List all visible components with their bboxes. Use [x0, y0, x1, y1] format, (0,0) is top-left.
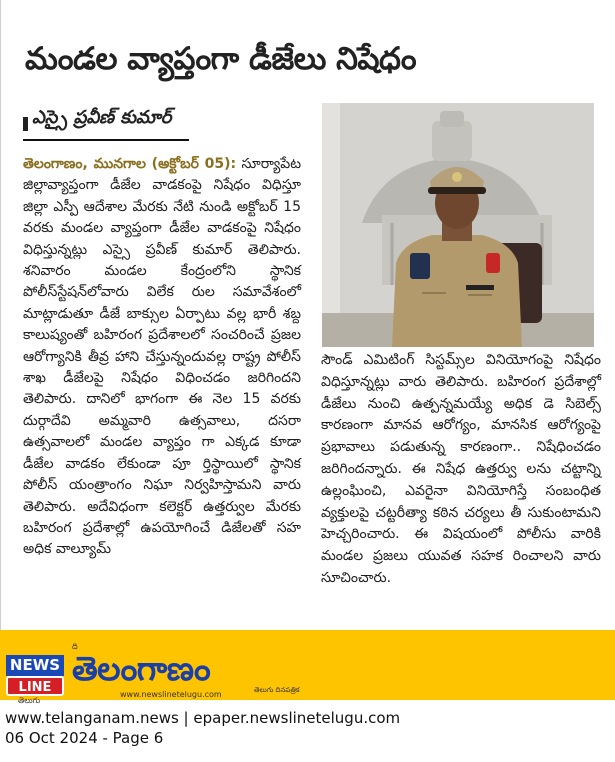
article-column-left	[23, 154, 301, 561]
footer-links: www.telanganam.news | epaper.newslinetelugu.com	[5, 709, 401, 727]
article-photo	[322, 103, 594, 347]
tagline-label: తెలుగు దినపత్రిక	[254, 686, 300, 694]
paper-name-logo: తెలంగాణం	[72, 649, 211, 688]
news-line-logo	[6, 655, 64, 696]
dateline: తెలంగాణం, మునగాల (అక్టోబర్ 05):	[23, 156, 237, 172]
news-label: NEWS	[6, 655, 64, 676]
article-body-left: సూర్యాపేట జిల్లావ్యాప్తంగా డీజేల వాడకంపై నిషేధం విధిస్తూ జిల్లా ఎస్పీ ఆదేశాల మేరకు నేటి నుండి అక్టోబర్ 15 వరకు మండల వ్యాప్తంగా డీజేల వాడకంపై నిషేధం విధిస్తున్నట్లు ఎస్సై ప్రవీణ్ కుమార్ తెలిపారు. శనివారం మండల కేంద్రంలోని స్థానిక పోలీస్‌స్టేషన్‌లోవారు విలేక రుల సమావేశంలో మాట్లాడుతూ డీజే బాక్సుల ఏర్పాటు వల్ల భారీ శబ్ద కాలుష్యంతో బహిరంగ ప్రదేశాలలో సంచరించే ప్రజల ఆరోగ్యానికి తీవ్ర హాని చేస్తున్నందువల్ల రాష్ట్ర పోలీస్ శాఖ డీజేలపై నిషేధం విధించడం జరిగిందని తెలిపారు. దానిలో భాగంగా ఈ నెల 15 వరకు దుర్గాదేవి అమ్మవారి ఉత్సవాలు, దసరా ఉత్సవాలలో మండల వ్యాప్తం గా ఎక్కడ కూడా డీజేల వాడకం లేకుండా పూ ర్తిస్థాయిలో స్థానిక పోలీస్ యంత్రాంగం నిఘా నిర్వహిస్తామని వారు తెలిపారు. అదేవిధంగా కలెక్టర్ ఉత్తర్వుల మేరకు బహిరంగ ప్రదేశాల్లో ఉపయోగించే డిజేలతో సహ అధిక వాల్యూమ్	[23, 156, 302, 558]
article-headline: మండల వ్యాప్తంగా డీజేలు నిషేధం	[25, 41, 417, 77]
article-column-right: సౌండ్ ఎమిటింగ్ సిస్టమ్స్‌ల వినియోగంపై నిషేధం విధిస్తూన్నట్లు వారు తెలిపారు. బహిరంగ ప్రదేశాల్లో డీజేలు నుంచి ఉత్పన్నమయ్యే అధిక డె సిబెల్స్ కారణంగా మానవ ఆరోగ్యం, మానసిక ఆరోగ్యంపై ప్రభావాలు పడుతున్న కారణంగా.. నిషేధించడం జరిగిందన్నారు. ఈ నిషేధ ఉత్తర్వు లను చట్టాన్ని ఉల్లంఘించి, ఎవరైనా వినియోగిస్తే సంబంధిత వ్యక్తులపై చట్టరీత్యా కఠిన చర్యలు తీ సుకుంటామని హెచ్చరించారు. ఈ విషయంలో పోలీసు వారికి మండల ప్రజలు యువత సహక రించాలని వారు సూచించారు.	[321, 352, 601, 586]
website-label: www.newslinetelugu.com	[120, 690, 222, 699]
the-label: ది	[72, 642, 78, 651]
footer-date-page: 06 Oct 2024 - Page 6	[5, 729, 164, 747]
byline-marker	[23, 117, 28, 131]
police-officer-photo	[322, 103, 594, 347]
newspaper-masthead	[0, 630, 615, 705]
byline-name: ఎస్సై ప్రవీణ్ కుమార్	[32, 107, 172, 128]
line-label: LINE	[6, 676, 64, 696]
page-footer	[5, 708, 610, 748]
news-sub-label: తెలుగు	[18, 696, 41, 705]
byline	[23, 103, 189, 141]
